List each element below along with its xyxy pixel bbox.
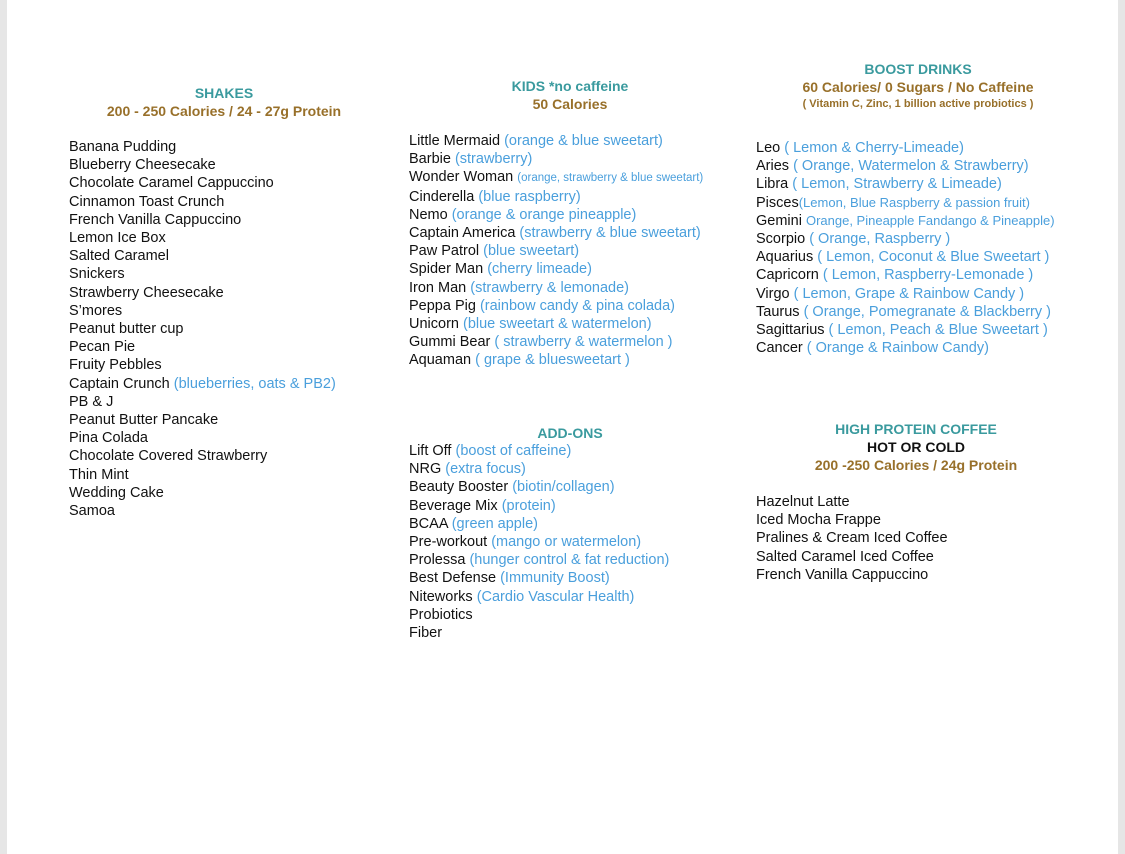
list-item <box>69 193 379 211</box>
item-name: Aquarius <box>756 249 814 266</box>
kids-list <box>409 132 739 370</box>
item-name: Samoa <box>69 503 115 520</box>
list-item <box>69 211 379 229</box>
list-item <box>69 447 379 465</box>
list-item <box>69 393 379 411</box>
item-name: Capricorn <box>756 267 819 284</box>
item-flavor: (cherry limeade) <box>487 261 592 278</box>
boost-section <box>756 60 1096 357</box>
item-name: Little Mermaid <box>409 133 501 149</box>
item-name: Gemini <box>756 212 802 229</box>
item-name: S’mores <box>69 302 123 319</box>
shakes-list <box>69 138 379 520</box>
list-item <box>409 206 739 224</box>
boost-subtitle: 60 Calories/ 0 Sugars / No Caffeine <box>802 79 1034 95</box>
list-item <box>756 157 1096 175</box>
item-name: Strawberry Cheesecake <box>69 284 224 301</box>
list-item <box>756 548 1096 566</box>
item-name: Beverage Mix <box>409 497 498 514</box>
list-item <box>69 174 379 192</box>
item-name: Peppa Pig <box>409 297 476 314</box>
item-name: Beauty Booster <box>409 479 509 496</box>
item-flavor: (extra focus) <box>445 461 526 478</box>
item-name: Hazelnut Latte <box>756 494 850 510</box>
item-flavor: (Immunity Boost) <box>500 570 610 587</box>
item-name: Fiber <box>409 625 443 642</box>
item-flavor: (orange & blue sweetart) <box>504 133 663 149</box>
list-item <box>756 194 1096 212</box>
list-item <box>756 339 1096 357</box>
item-flavor: (blue sweetart) <box>483 243 580 260</box>
list-item <box>409 606 739 624</box>
menu-page <box>7 0 1118 854</box>
item-name: Gummi Bear <box>409 334 491 351</box>
item-name: Barbie <box>409 151 451 168</box>
list-item <box>69 375 379 393</box>
item-name: Sagittarius <box>756 322 825 339</box>
coffee-subtitle-hot-cold: HOT OR COLD <box>867 439 965 455</box>
list-item <box>409 515 739 533</box>
item-name: Aquaman <box>409 352 472 369</box>
item-name: Pisces <box>756 194 799 211</box>
item-name: Lemon Ice Box <box>69 230 166 247</box>
list-item <box>409 533 739 551</box>
item-flavor: (rainbow candy & pina colada) <box>479 297 676 314</box>
item-flavor: (orange, strawberry & blue sweetart) <box>517 172 704 185</box>
item-name: Nemo <box>409 206 448 223</box>
list-item <box>409 442 739 460</box>
item-flavor: ( Orange, Raspberry ) <box>809 231 951 248</box>
shakes-title: SHAKES <box>194 85 254 101</box>
item-name: Wonder Woman <box>409 169 514 186</box>
item-name: Leo <box>756 140 781 156</box>
item-name: Niteworks <box>409 588 473 605</box>
addons-title: ADD-ONS <box>537 425 603 441</box>
boost-note: ( Vitamin C, Zinc, 1 billion active probiotics ) <box>802 98 1034 110</box>
list-item <box>409 132 739 150</box>
item-name: Iron Man <box>409 279 467 296</box>
list-item <box>69 320 379 338</box>
item-flavor: (orange & orange pineapple) <box>451 206 637 223</box>
item-flavor: ( Orange, Pomegranate & Blackberry ) <box>803 303 1051 320</box>
item-name: Chocolate Covered Strawberry <box>69 448 268 465</box>
item-flavor: ( Lemon, Coconut & Blue Sweetart ) <box>817 249 1050 266</box>
list-item <box>409 333 739 351</box>
item-flavor: (mango or watermelon) <box>491 534 642 551</box>
item-name: Iced Mocha Frappe <box>756 512 881 529</box>
list-item <box>756 175 1096 193</box>
item-name: Probiotics <box>409 606 473 623</box>
item-name: Pina Colada <box>69 430 148 447</box>
list-item <box>756 303 1096 321</box>
coffee-subtitle: 200 -250 Calories / 24g Protein <box>814 457 1018 473</box>
item-flavor: (hunger control & fat reduction) <box>469 552 670 569</box>
item-flavor: (Cardio Vascular Health) <box>476 588 635 605</box>
item-flavor: ( Lemon, Raspberry-Lemonade ) <box>822 267 1034 284</box>
shakes-subtitle: 200 - 250 Calories / 24 - 27g Protein <box>106 103 342 119</box>
item-flavor: (blue sweetart & watermelon) <box>463 316 652 333</box>
item-flavor: (strawberry & lemonade) <box>470 279 630 296</box>
item-name: Taurus <box>756 303 800 320</box>
item-name: NRG <box>409 461 442 478</box>
list-item <box>409 315 739 333</box>
list-item <box>69 411 379 429</box>
shakes-section <box>69 84 379 520</box>
item-flavor: ( strawberry & watermelon ) <box>494 334 673 351</box>
item-name: French Vanilla Cappuccino <box>69 211 242 228</box>
list-item <box>69 484 379 502</box>
item-flavor: ( Lemon, Strawberry & Limeade) <box>792 176 1002 193</box>
list-item <box>69 466 379 484</box>
item-flavor: (biotin/collagen) <box>512 479 615 496</box>
list-item <box>409 551 739 569</box>
list-item <box>409 588 739 606</box>
item-name: Wedding Cake <box>69 484 164 501</box>
list-item <box>69 284 379 302</box>
item-name: Paw Patrol <box>409 243 480 260</box>
list-item <box>69 156 379 174</box>
list-item <box>409 351 739 369</box>
item-flavor: (blueberries, oats & PB2) <box>173 375 336 392</box>
list-item <box>409 188 739 206</box>
item-flavor: (Lemon, Blue Raspberry & passion fruit) <box>798 194 1030 210</box>
item-flavor: (green apple) <box>451 515 538 532</box>
list-item <box>69 138 379 156</box>
item-name: Scorpio <box>756 231 806 248</box>
list-item <box>69 229 379 247</box>
item-name: Salted Caramel Iced Coffee <box>756 548 934 565</box>
item-flavor: Orange, Pineapple Fandango & Pineapple) <box>805 212 1055 228</box>
item-name: Salted Caramel <box>69 248 169 265</box>
list-item <box>756 139 1096 157</box>
item-name: BCAA <box>409 515 448 532</box>
kids-section <box>409 77 739 370</box>
item-name: Chocolate Caramel Cappuccino <box>69 175 274 192</box>
coffee-list <box>756 493 1096 584</box>
item-name: Captain Crunch <box>69 375 170 392</box>
list-item <box>409 497 739 515</box>
item-name: Captain America <box>409 225 516 242</box>
item-name: Blueberry Cheesecake <box>69 157 216 174</box>
item-name: Thin Mint <box>69 466 129 483</box>
item-name: Pecan Pie <box>69 339 136 356</box>
item-name: Libra <box>756 176 789 193</box>
item-name: Pre-workout <box>409 534 488 551</box>
kids-title: KIDS *no caffeine <box>511 78 629 94</box>
list-item <box>69 265 379 283</box>
list-item <box>409 168 739 187</box>
list-item <box>409 297 739 315</box>
kids-subtitle: 50 Calories <box>532 96 608 112</box>
list-item <box>69 338 379 356</box>
item-flavor: ( Lemon, Grape & Rainbow Candy ) <box>793 285 1025 302</box>
list-item <box>409 150 739 168</box>
boost-title: BOOST DRINKS <box>864 61 972 77</box>
item-flavor: (blue raspberry) <box>478 188 581 205</box>
list-item <box>409 569 739 587</box>
list-item <box>756 566 1096 584</box>
item-name: Aries <box>756 158 790 175</box>
list-item <box>409 624 739 642</box>
list-item <box>756 285 1096 303</box>
list-item <box>69 502 379 520</box>
list-item <box>756 248 1096 266</box>
list-item <box>69 429 379 447</box>
item-name: Prolessa <box>409 552 466 569</box>
item-name: French Vanilla Cappuccino <box>756 566 929 583</box>
list-item <box>409 478 739 496</box>
list-item <box>756 321 1096 339</box>
item-name: Snickers <box>69 266 125 283</box>
coffee-section <box>756 420 1096 584</box>
list-item <box>756 511 1096 529</box>
list-item <box>756 266 1096 284</box>
item-name: Cinderella <box>409 188 475 205</box>
item-name: Fruity Pebbles <box>69 357 162 374</box>
item-flavor: ( Lemon, Peach & Blue Sweetart ) <box>828 322 1048 339</box>
item-name: Peanut Butter Pancake <box>69 412 219 429</box>
list-item <box>409 242 739 260</box>
addons-section <box>409 424 739 642</box>
item-flavor: ( Orange & Rainbow Candy) <box>806 340 989 357</box>
item-name: Best Defense <box>409 570 497 587</box>
list-item <box>409 460 739 478</box>
item-name: Pralines & Cream Iced Coffee <box>756 530 948 547</box>
addons-list <box>409 442 739 642</box>
item-name: Unicorn <box>409 316 459 333</box>
coffee-title: HIGH PROTEIN COFFEE <box>835 421 997 437</box>
item-name: Banana Pudding <box>69 139 177 155</box>
item-name: Cancer <box>756 340 803 357</box>
item-flavor: (strawberry) <box>454 151 533 168</box>
list-item <box>69 356 379 374</box>
list-item <box>756 230 1096 248</box>
item-name: Virgo <box>756 285 790 302</box>
list-item <box>69 247 379 265</box>
item-flavor: (strawberry & blue sweetart) <box>519 225 701 242</box>
boost-list <box>756 139 1096 357</box>
list-item <box>69 302 379 320</box>
item-name: Cinnamon Toast Crunch <box>69 193 225 210</box>
list-item <box>756 529 1096 547</box>
item-name: PB & J <box>69 393 114 410</box>
list-item <box>409 279 739 297</box>
item-name: Peanut butter cup <box>69 321 184 338</box>
item-flavor: ( grape & bluesweetart ) <box>475 352 630 369</box>
item-flavor: ( Lemon & Cherry-Limeade) <box>784 140 964 156</box>
item-flavor: (protein) <box>501 497 556 514</box>
list-item <box>409 224 739 242</box>
list-item <box>756 212 1096 230</box>
item-flavor: (boost of caffeine) <box>455 443 572 459</box>
item-name: Lift Off <box>409 443 452 459</box>
item-name: Spider Man <box>409 261 484 278</box>
item-flavor: ( Orange, Watermelon & Strawberry) <box>793 158 1029 175</box>
list-item <box>756 493 1096 511</box>
list-item <box>409 260 739 278</box>
